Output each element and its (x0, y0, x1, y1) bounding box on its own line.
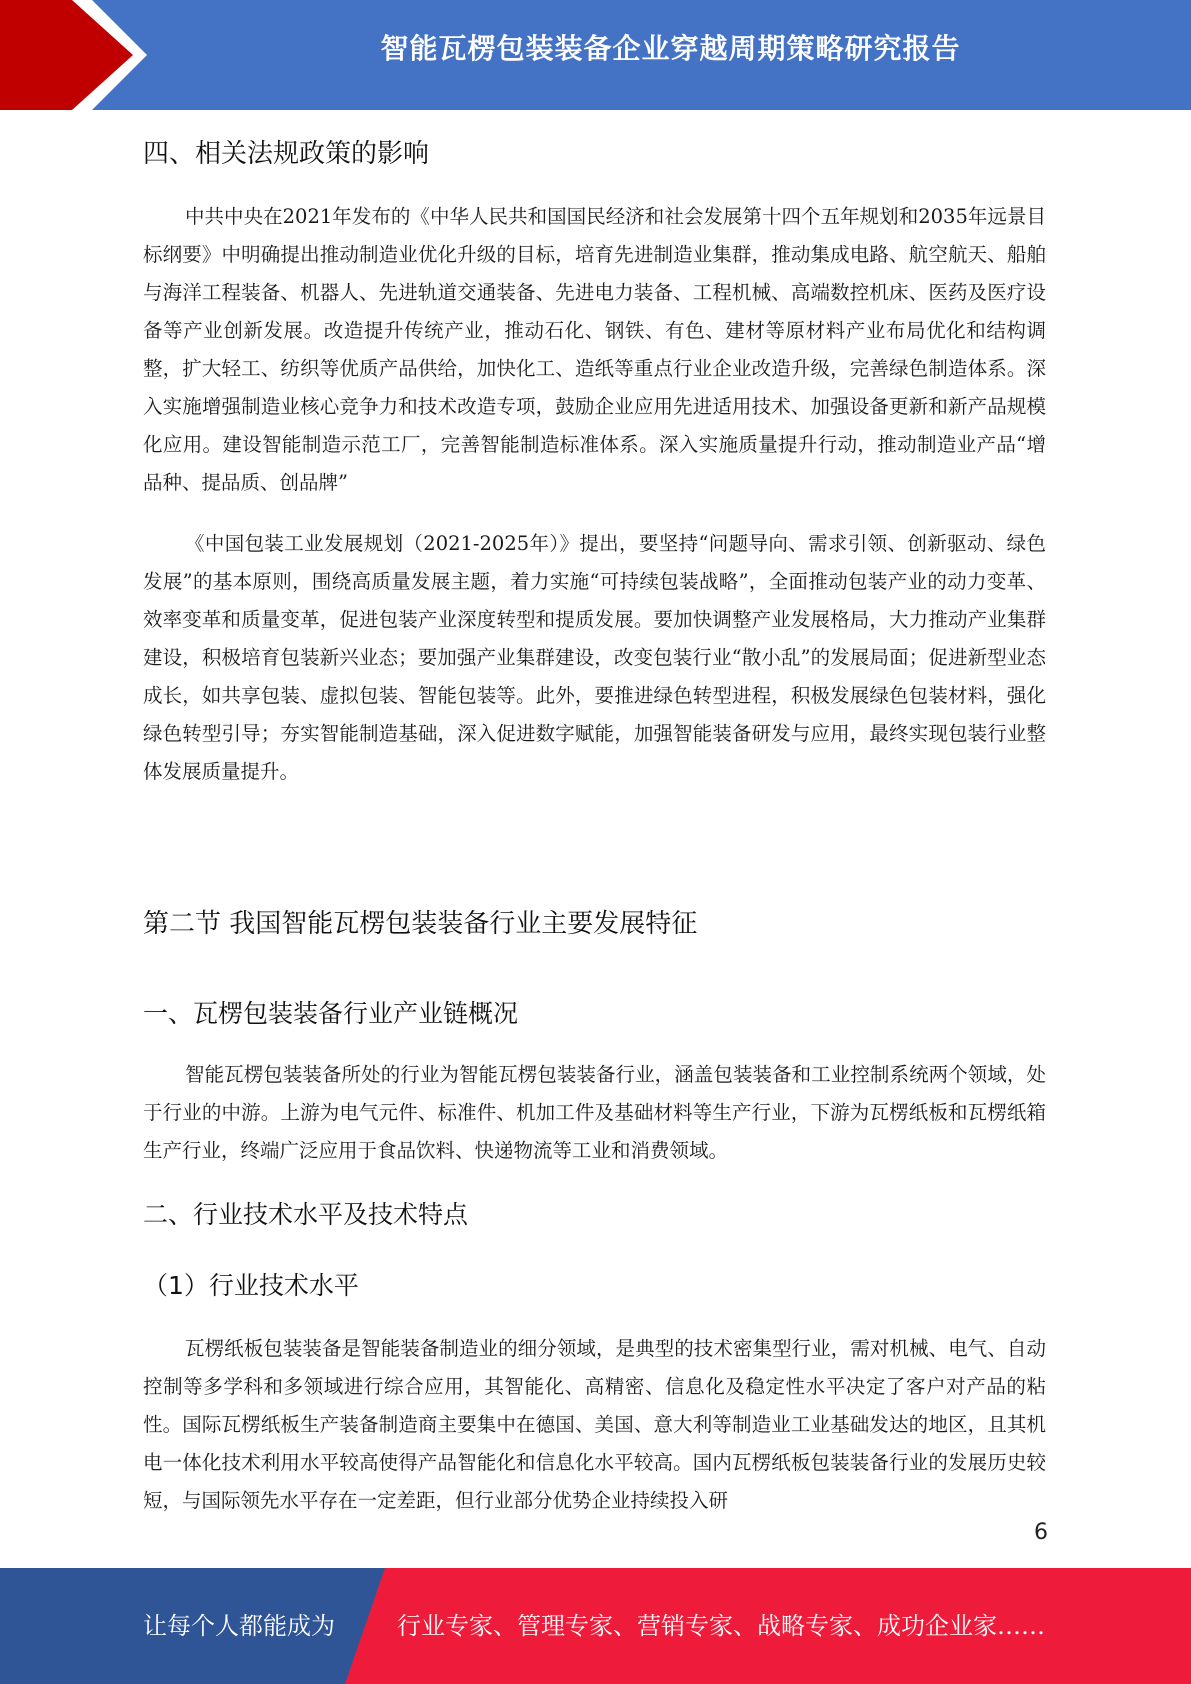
policy-paragraph-1: 中共中央在2021年发布的《中华人民共和国国民经济和社会发展第十四个五年规划和2035年远景目标纲要》中明确提出推动制造业优化升级的目标，培育先进制造业集群，推动集成电路、航空航天、船舶与海洋工程装备、机器人、先进轨道交通装备、先进电力装备、工程机械、高端数控机床、医药及医疗设备等产业创新发展。改造提升传统产业，推动石化、钢铁、有色、建材等原材料产业布局优化和结构调整，扩大轻工、纺织等优质产品供给，加快化工、造纸等重点行业企业改造升级，完善绿色制造体系。深入实施增强制造业核心竞争力和技术改造专项，鼓励企业应用先进适用技术、加强设备更新和新产品规模化应用。建设智能制造示范工厂，完善智能制造标准体系。深入实施质量提升行动，推动制造业产品“增品种、提品质、创品牌” (143, 205, 1046, 494)
section-heading-policy: 四、相关法规政策的影响 (143, 139, 430, 169)
page-number: 6 (1034, 1520, 1048, 1545)
section-heading-industry-chain: 一、瓦楞包装装备行业产业链概况 (143, 999, 519, 1028)
header-bar (0, 0, 1191, 110)
section-heading-tech-level: 二、行业技术水平及技术特点 (143, 1200, 469, 1229)
subsection-heading-tech-level: （1）行业技术水平 (143, 1271, 359, 1300)
chapter-heading: 第二节 我国智能瓦楞包装装备行业主要发展特征 (143, 909, 698, 939)
footer-banner (0, 1568, 1191, 1684)
tech-level-paragraph: 瓦楞纸板包装装备是智能装备制造业的细分领域，是典型的技术密集型行业，需对机械、电气、自动控制等多学科和多领域进行综合应用，其智能化、高精密、信息化及稳定性水平决定了客户对产品的粘性。国际瓦楞纸板生产装备制造商主要集中在德国、美国、意大利等制造业工业基础发达的地区，且其机电一体化技术利用水平较高使得产品智能化和信息化水平较高。国内瓦楞纸板包装装备行业的发展历史较短，与国际领先水平存在一定差距，但行业部分优势企业持续投入研 (143, 1337, 1046, 1512)
industry-chain-paragraph: 智能瓦楞包装装备所处的行业为智能瓦楞包装装备行业，涵盖包装装备和工业控制系统两个领域，处于行业的中游。上游为电气元件、标准件、机加工件及基础材料等生产行业，下游为瓦楞纸板和瓦楞纸箱生产行业，终端广泛应用于食品饮料、快递物流等工业和消费领域。 (143, 1063, 1046, 1162)
header-arrow-shape (0, 0, 160, 110)
report-title: 智能瓦楞包装装备企业穿越周期策略研究报告 (380, 32, 961, 65)
footer-slogan-left: 让每个人都能成为 (143, 1612, 335, 1640)
footer-slogan-right: 行业专家、管理专家、营销专家、战略专家、成功企业家…… (397, 1612, 1045, 1640)
policy-paragraph-2: 《中国包装工业发展规划（2021-2025年）》提出，要坚持“问题导向、需求引领、创新驱动、绿色发展”的基本原则，围绕高质量发展主题，着力实施“可持续包装战略”，全面推动包装产业的动力变革、效率变革和质量变革，促进包装产业深度转型和提质发展。要加快调整产业发展格局，大力推动产业集群建设，积极培育包装新兴业态；要加强产业集群建设，改变包装行业“散小乱”的发展局面；促进新型业态成长，如共享包装、虚拟包装、智能包装等。此外，要推进绿色转型进程，积极发展绿色包装材料，强化绿色转型引导；夯实智能制造基础，深入促进数字赋能，加强智能装备研发与应用，最终实现包装行业整体发展质量提升。 (143, 532, 1046, 783)
